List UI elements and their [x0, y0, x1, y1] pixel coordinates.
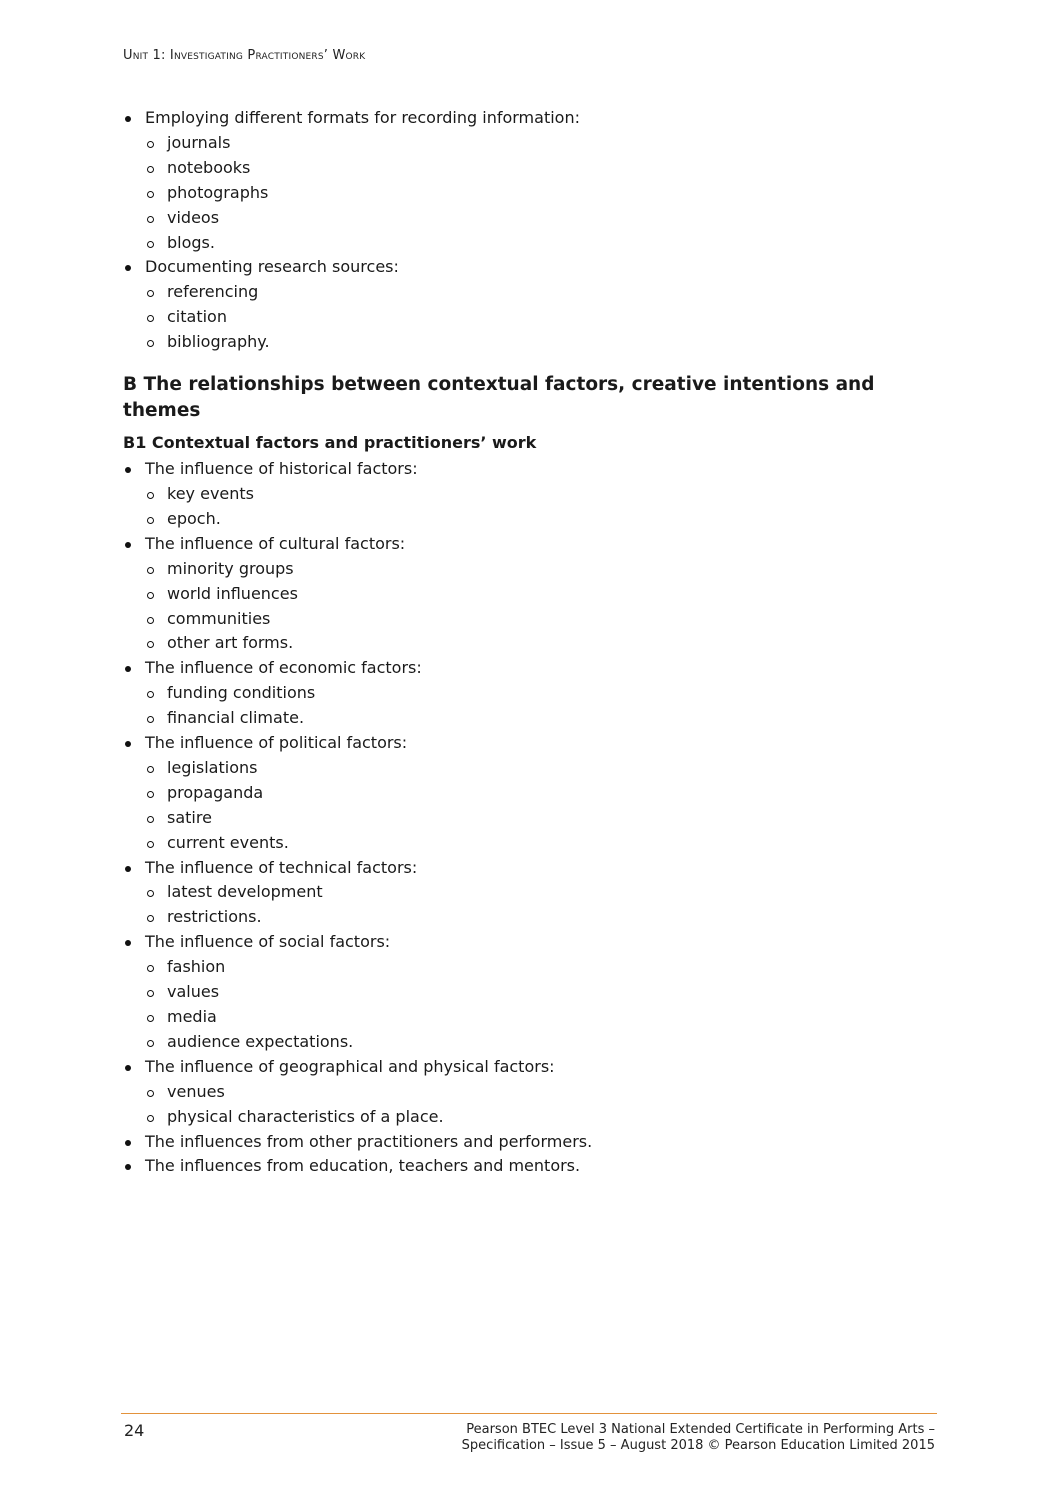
- sub-bullet-item: blogs.: [145, 231, 943, 256]
- bullet-text: Employing different formats for recording information:: [145, 108, 580, 127]
- sub-bullet-list: [145, 1080, 943, 1130]
- footer-rule: [121, 1413, 937, 1414]
- sub-bullet-list: [145, 756, 943, 856]
- bullet-item: [123, 457, 943, 532]
- bullet-item: [123, 255, 943, 355]
- bullet-item: [123, 731, 943, 856]
- bullet-item: [123, 532, 943, 657]
- running-header: Unit 1: Investigating Practitioners’ Work: [123, 48, 366, 63]
- sub-bullet-item: propaganda: [145, 781, 943, 806]
- bullet-text: The influence of cultural factors:: [145, 533, 406, 553]
- sub-bullet-item: media: [145, 1005, 943, 1030]
- bullet-text: The influence of technical factors:: [145, 857, 418, 877]
- sub-bullet-item: funding conditions: [145, 681, 943, 706]
- bullet-list-recording: [123, 106, 943, 355]
- sub-bullet-item: satire: [145, 806, 943, 831]
- sub-bullet-item: fashion: [145, 955, 943, 980]
- sub-bullet-list: [145, 557, 943, 657]
- sub-bullet-list: [145, 280, 943, 355]
- bullet-text: Documenting research sources:: [145, 257, 399, 277]
- footer-line-2: Specification – Issue 5 – August 2018 © Pearson Education Limited 2015: [461, 1438, 935, 1453]
- bullet-text: The influence of historical factors:: [145, 459, 418, 479]
- bullet-list-contextual-factors: [123, 457, 943, 1179]
- bullet-item: [123, 930, 943, 1055]
- sub-bullet-item: key events: [145, 482, 943, 507]
- sub-bullet-item: physical characteristics of a place.: [145, 1105, 943, 1130]
- sub-bullet-item: audience expectations.: [145, 1030, 943, 1055]
- sub-bullet-item: financial climate.: [145, 706, 943, 731]
- bullet-item: [123, 1130, 943, 1155]
- page-number: 24: [124, 1421, 145, 1440]
- sub-bullet-item: venues: [145, 1080, 943, 1105]
- sub-bullet-item: notebooks: [145, 156, 943, 181]
- section-heading: B The relationships between contextual factors, creative intentions and themes: [123, 374, 875, 422]
- bullet-text: The influence of economic factors:: [145, 658, 422, 678]
- sub-bullet-list: [145, 880, 943, 930]
- sub-bullet-list: [145, 681, 943, 731]
- sub-bullet-item: restrictions.: [145, 905, 943, 930]
- page-content: [123, 106, 943, 1179]
- sub-bullet-item: minority groups: [145, 557, 943, 582]
- sub-bullet-item: journals: [145, 131, 943, 156]
- bullet-item: [123, 856, 943, 931]
- sub-bullet-item: referencing: [145, 280, 943, 305]
- bullet-item: [123, 1154, 943, 1179]
- sub-bullet-item: latest development: [145, 880, 943, 905]
- subsection-heading: B1 Contextual factors and practitioners’ work: [123, 433, 537, 453]
- sub-bullet-item: world influences: [145, 582, 943, 607]
- bullet-text: The influence of social factors:: [145, 932, 391, 952]
- sub-bullet-item: communities: [145, 607, 943, 632]
- sub-bullet-list: [145, 955, 943, 1055]
- sub-bullet-item: current events.: [145, 831, 943, 856]
- sub-bullet-item: other art forms.: [145, 631, 943, 656]
- sub-bullet-item: values: [145, 980, 943, 1005]
- footer-line-1: Pearson BTEC Level 3 National Extended Certificate in Performing Arts –: [466, 1422, 935, 1437]
- footer-publication-info: [462, 1422, 935, 1454]
- bullet-item: [123, 656, 943, 731]
- bullet-item: [123, 1055, 943, 1130]
- sub-bullet-list: [145, 131, 943, 256]
- sub-bullet-item: bibliography.: [145, 330, 943, 355]
- bullet-text: The influences from education, teachers and mentors.: [145, 1156, 581, 1176]
- sub-bullet-item: citation: [145, 305, 943, 330]
- bullet-text: The influence of geographical and physical factors:: [145, 1056, 555, 1076]
- sub-bullet-item: videos: [145, 206, 943, 231]
- bullet-text: The influences from other practitioners and performers.: [145, 1131, 593, 1151]
- sub-bullet-item: epoch.: [145, 507, 943, 532]
- bullet-item: [123, 106, 943, 255]
- bullet-text: The influence of political factors:: [145, 733, 408, 753]
- sub-bullet-list: [145, 482, 943, 532]
- sub-bullet-item: photographs: [145, 181, 943, 206]
- sub-bullet-item: legislations: [145, 756, 943, 781]
